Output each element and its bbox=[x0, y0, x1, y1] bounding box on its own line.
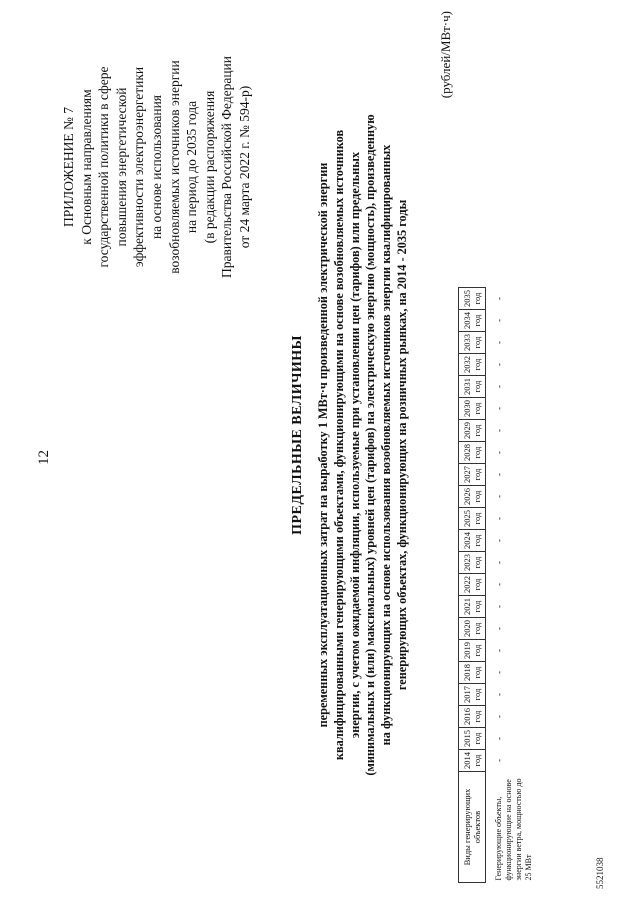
year-suffix: год bbox=[472, 314, 482, 327]
value-cell: - bbox=[494, 429, 504, 432]
table-header-row bbox=[459, 288, 486, 883]
year-suffix: год bbox=[472, 468, 482, 481]
year-value: 2025 bbox=[462, 510, 472, 527]
year-value: 2035 bbox=[462, 290, 472, 307]
year-suffix: год bbox=[472, 446, 482, 459]
year-value: 2030 bbox=[462, 400, 472, 417]
year-header bbox=[459, 288, 486, 310]
year-header bbox=[459, 464, 486, 486]
year-header bbox=[459, 420, 486, 442]
year-value: 2033 bbox=[462, 334, 472, 351]
value-cell: - bbox=[494, 737, 504, 740]
value-cell: - bbox=[494, 407, 504, 410]
year-value: 2027 bbox=[462, 466, 472, 483]
year-header bbox=[459, 310, 486, 332]
year-header bbox=[459, 442, 486, 464]
year-suffix: год bbox=[472, 754, 482, 767]
year-value: 2019 bbox=[462, 642, 472, 659]
year-header bbox=[459, 398, 486, 420]
units-label: (рублей/МВт·ч) bbox=[438, 11, 453, 99]
year-header bbox=[459, 728, 486, 750]
year-suffix: год bbox=[472, 644, 482, 657]
value-cell: - bbox=[494, 473, 504, 476]
year-value: 2021 bbox=[462, 598, 472, 615]
year-suffix: год bbox=[472, 556, 482, 569]
year-value: 2023 bbox=[462, 554, 472, 571]
year-value: 2017 bbox=[462, 686, 472, 703]
value-cell: - bbox=[494, 561, 504, 564]
value-cell: - bbox=[494, 297, 504, 300]
year-header bbox=[459, 530, 486, 552]
value-cell: - bbox=[494, 605, 504, 608]
page-number: 12 bbox=[36, 450, 52, 465]
year-header bbox=[459, 332, 486, 354]
year-suffix: год bbox=[472, 292, 482, 305]
appendix-line: Правительства Российской Федерации bbox=[219, 56, 235, 278]
value-cell: - bbox=[494, 319, 504, 322]
subtitle-line: переменных эксплуатационных затрат на выработку 1 МВт·ч произведенной электрической энергии bbox=[316, 162, 330, 728]
value-cell: - bbox=[494, 363, 504, 366]
year-value: 2024 bbox=[462, 532, 472, 549]
year-suffix: год bbox=[472, 600, 482, 613]
appendix-line: государственной политики в сфере bbox=[96, 66, 112, 268]
appendix-header bbox=[60, 37, 254, 297]
year-header bbox=[459, 552, 486, 574]
year-header bbox=[459, 574, 486, 596]
appendix-line: на основе использования bbox=[148, 94, 164, 240]
value-cell: - bbox=[494, 693, 504, 696]
year-header bbox=[459, 640, 486, 662]
year-value: 2022 bbox=[462, 576, 472, 593]
appendix-line: (в редакции распоряжения bbox=[201, 90, 217, 244]
year-value: 2029 bbox=[462, 422, 472, 439]
value-cell: - bbox=[494, 671, 504, 674]
year-suffix: год bbox=[472, 710, 482, 723]
year-header bbox=[459, 376, 486, 398]
year-header bbox=[459, 354, 486, 376]
table-row bbox=[486, 288, 535, 883]
value-cell: - bbox=[494, 385, 504, 388]
value-cell: - bbox=[494, 451, 504, 454]
value-cell: - bbox=[494, 495, 504, 498]
object-type-cell: Генерирующие объекты, функционирующие на основе энергии ветра, мощностью до 25 МВт bbox=[494, 778, 533, 881]
year-header bbox=[459, 508, 486, 530]
year-value: 2018 bbox=[462, 664, 472, 681]
year-value: 2028 bbox=[462, 444, 472, 461]
document-subtitle bbox=[316, 45, 411, 845]
year-header bbox=[459, 618, 486, 640]
appendix-line: на период до 2035 года bbox=[184, 100, 200, 234]
appendix-line: возобновляемых источников энергии bbox=[166, 60, 182, 274]
year-suffix: год bbox=[472, 358, 482, 371]
subtitle-line: на функционирующих на основе использования возобновляемых источников энергии квалифицированных bbox=[379, 144, 394, 746]
year-value: 2031 bbox=[462, 378, 472, 395]
value-cell: - bbox=[494, 517, 504, 520]
year-suffix: год bbox=[472, 666, 482, 679]
year-suffix: год bbox=[472, 534, 482, 547]
year-header bbox=[459, 706, 486, 728]
document-code: 5521038 bbox=[595, 857, 605, 889]
year-suffix: год bbox=[472, 622, 482, 635]
value-cell: - bbox=[494, 649, 504, 652]
value-cell: - bbox=[494, 341, 504, 344]
year-suffix: год bbox=[472, 380, 482, 393]
year-suffix: год bbox=[472, 688, 482, 701]
year-header bbox=[459, 750, 486, 772]
year-value: 2014 bbox=[462, 752, 472, 769]
year-value: 2026 bbox=[462, 488, 472, 505]
value-cell: - bbox=[494, 627, 504, 630]
object-type-header: Виды генерирующих объектов bbox=[459, 772, 486, 883]
year-header bbox=[459, 662, 486, 684]
year-suffix: год bbox=[472, 402, 482, 415]
value-cell: - bbox=[494, 583, 504, 586]
year-value: 2034 bbox=[462, 312, 472, 329]
year-value: 2016 bbox=[462, 708, 472, 725]
appendix-line: от 24 марта 2022 г. № 594-р) bbox=[236, 85, 252, 249]
year-suffix: год bbox=[472, 490, 482, 503]
limits-table bbox=[458, 287, 534, 883]
subtitle-line: квалифицированными генерирующими объектами, функционирующими на основе возобновляемых источников bbox=[331, 129, 346, 761]
year-value: 2020 bbox=[462, 620, 472, 637]
year-suffix: год bbox=[472, 578, 482, 591]
value-cell: - bbox=[494, 715, 504, 718]
year-suffix: год bbox=[472, 512, 482, 525]
year-header bbox=[459, 596, 486, 618]
year-suffix: год bbox=[472, 336, 482, 349]
value-cell: - bbox=[494, 759, 504, 762]
document-title: ПРЕДЕЛЬНЫЕ ВЕЛИЧИНЫ bbox=[290, 335, 305, 535]
year-header bbox=[459, 486, 486, 508]
year-header bbox=[459, 684, 486, 706]
appendix-line: эффективности электроэнергетики bbox=[131, 66, 147, 268]
subtitle-line: (минимальных и (или) максимальных) уровней цен (тарифов) на электрическую энергию (мощность), произведенную bbox=[363, 114, 378, 776]
subtitle-line: генерирующих объектах, функционирующих на розничных рынках, на 2014 - 2035 годы bbox=[394, 199, 409, 691]
subtitle-line: энергии, с учетом ожидаемой инфляции, используемые при установлении цен (тарифов) или предельных bbox=[347, 151, 362, 739]
year-value: 2032 bbox=[462, 356, 472, 373]
year-value: 2015 bbox=[462, 730, 472, 747]
year-suffix: год bbox=[472, 732, 482, 745]
table-body bbox=[486, 288, 535, 883]
appendix-line: к Основным направлениям bbox=[78, 89, 94, 245]
appendix-line: ПРИЛОЖЕНИЕ № 7 bbox=[61, 106, 76, 228]
appendix-line: повышения энергетической bbox=[113, 87, 129, 247]
year-suffix: год bbox=[472, 424, 482, 437]
value-cell: - bbox=[494, 539, 504, 542]
